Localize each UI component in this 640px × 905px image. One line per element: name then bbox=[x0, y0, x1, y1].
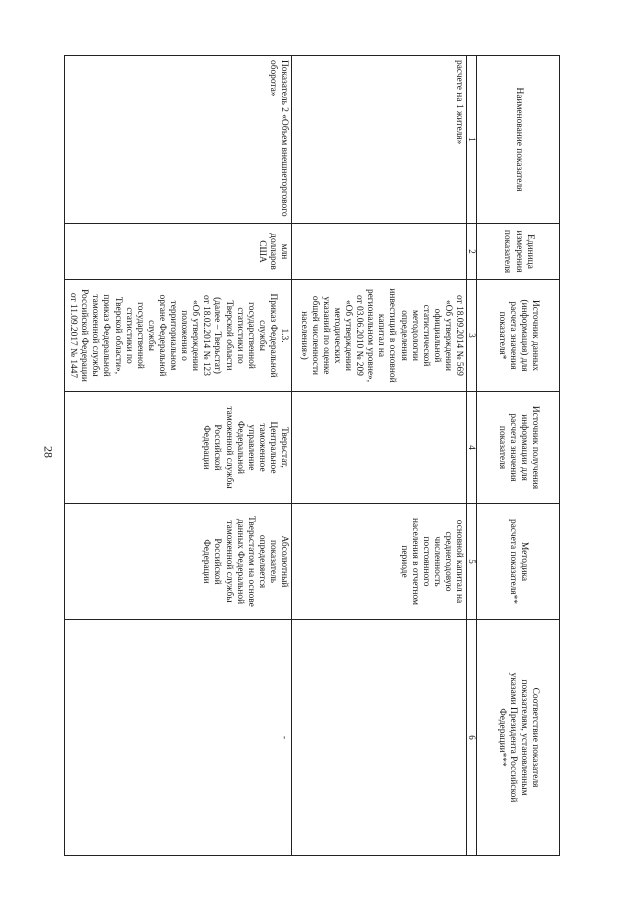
column-number: 5 bbox=[467, 504, 477, 620]
rotated-table-container bbox=[68, 55, 560, 855]
data-source-cell: от 18.09.2014 № 569 «Об утверждении официальной статистической методологии определения инвестиций в основной капитал на региональном уровне», от 03.06.2010 № 209 «Об утверждении методических указаний по оценке общей численности населения») bbox=[292, 280, 467, 392]
header-indicator-name: Наименование показателя bbox=[477, 56, 560, 224]
info-source-cell bbox=[292, 392, 467, 504]
header-conformity: Соответствие показателя показателям, установленным указами Президента Российской Федерации*** bbox=[477, 620, 560, 856]
header-method: Методика расчета показателя** bbox=[477, 504, 560, 620]
column-number: 3 bbox=[467, 280, 477, 392]
method-cell: Абсолютный показатель определяется Тверьстатом на основе данных Федеральной таможенной службы Российской Федерации bbox=[65, 504, 292, 620]
header-data-source: Источник данных (информация) для расчета значения показателя* bbox=[477, 280, 560, 392]
indicator-name-cell: расчете на 1 жителя» bbox=[292, 56, 467, 224]
header-unit: Единица измерения показателя bbox=[477, 224, 560, 280]
column-number-row bbox=[467, 56, 477, 856]
page-number: 28 bbox=[41, 446, 56, 458]
data-source-cell: 1.3. Приказ Федеральной службы государственной статистики по Тверской области (далее – Тверьстат) от 18.02.2014 № 123 «Об утверждении положения о территориальном органе Федеральной службы государственной статистики по Тверской области», приказ Федеральной таможенной службы Российской Федерации от 11.09.2017 № 1447 bbox=[65, 280, 292, 392]
unit-cell bbox=[292, 224, 467, 280]
header-row bbox=[477, 56, 560, 856]
column-number: 2 bbox=[467, 224, 477, 280]
indicator-name-cell: Показатель 2 «Объем внешнеторгового оборота» bbox=[65, 56, 292, 224]
unit-cell: млн долларов США bbox=[65, 224, 292, 280]
table-row bbox=[292, 56, 467, 856]
column-number: 4 bbox=[467, 392, 477, 504]
table-row bbox=[65, 56, 292, 856]
conformity-cell bbox=[292, 620, 467, 856]
indicators-table bbox=[64, 55, 560, 856]
header-info-source: Источник получения информации для расчета значения показателя bbox=[477, 392, 560, 504]
column-number: 1 bbox=[467, 56, 477, 224]
info-source-cell: Тверьстат, Центральное таможенное управление Федеральной таможенной службы Российской Федерации bbox=[65, 392, 292, 504]
column-number: 6 bbox=[467, 620, 477, 856]
method-cell: основной капитал на среднегодовую численность постоянного населения в отчетном периоде bbox=[292, 504, 467, 620]
conformity-cell: - bbox=[65, 620, 292, 856]
